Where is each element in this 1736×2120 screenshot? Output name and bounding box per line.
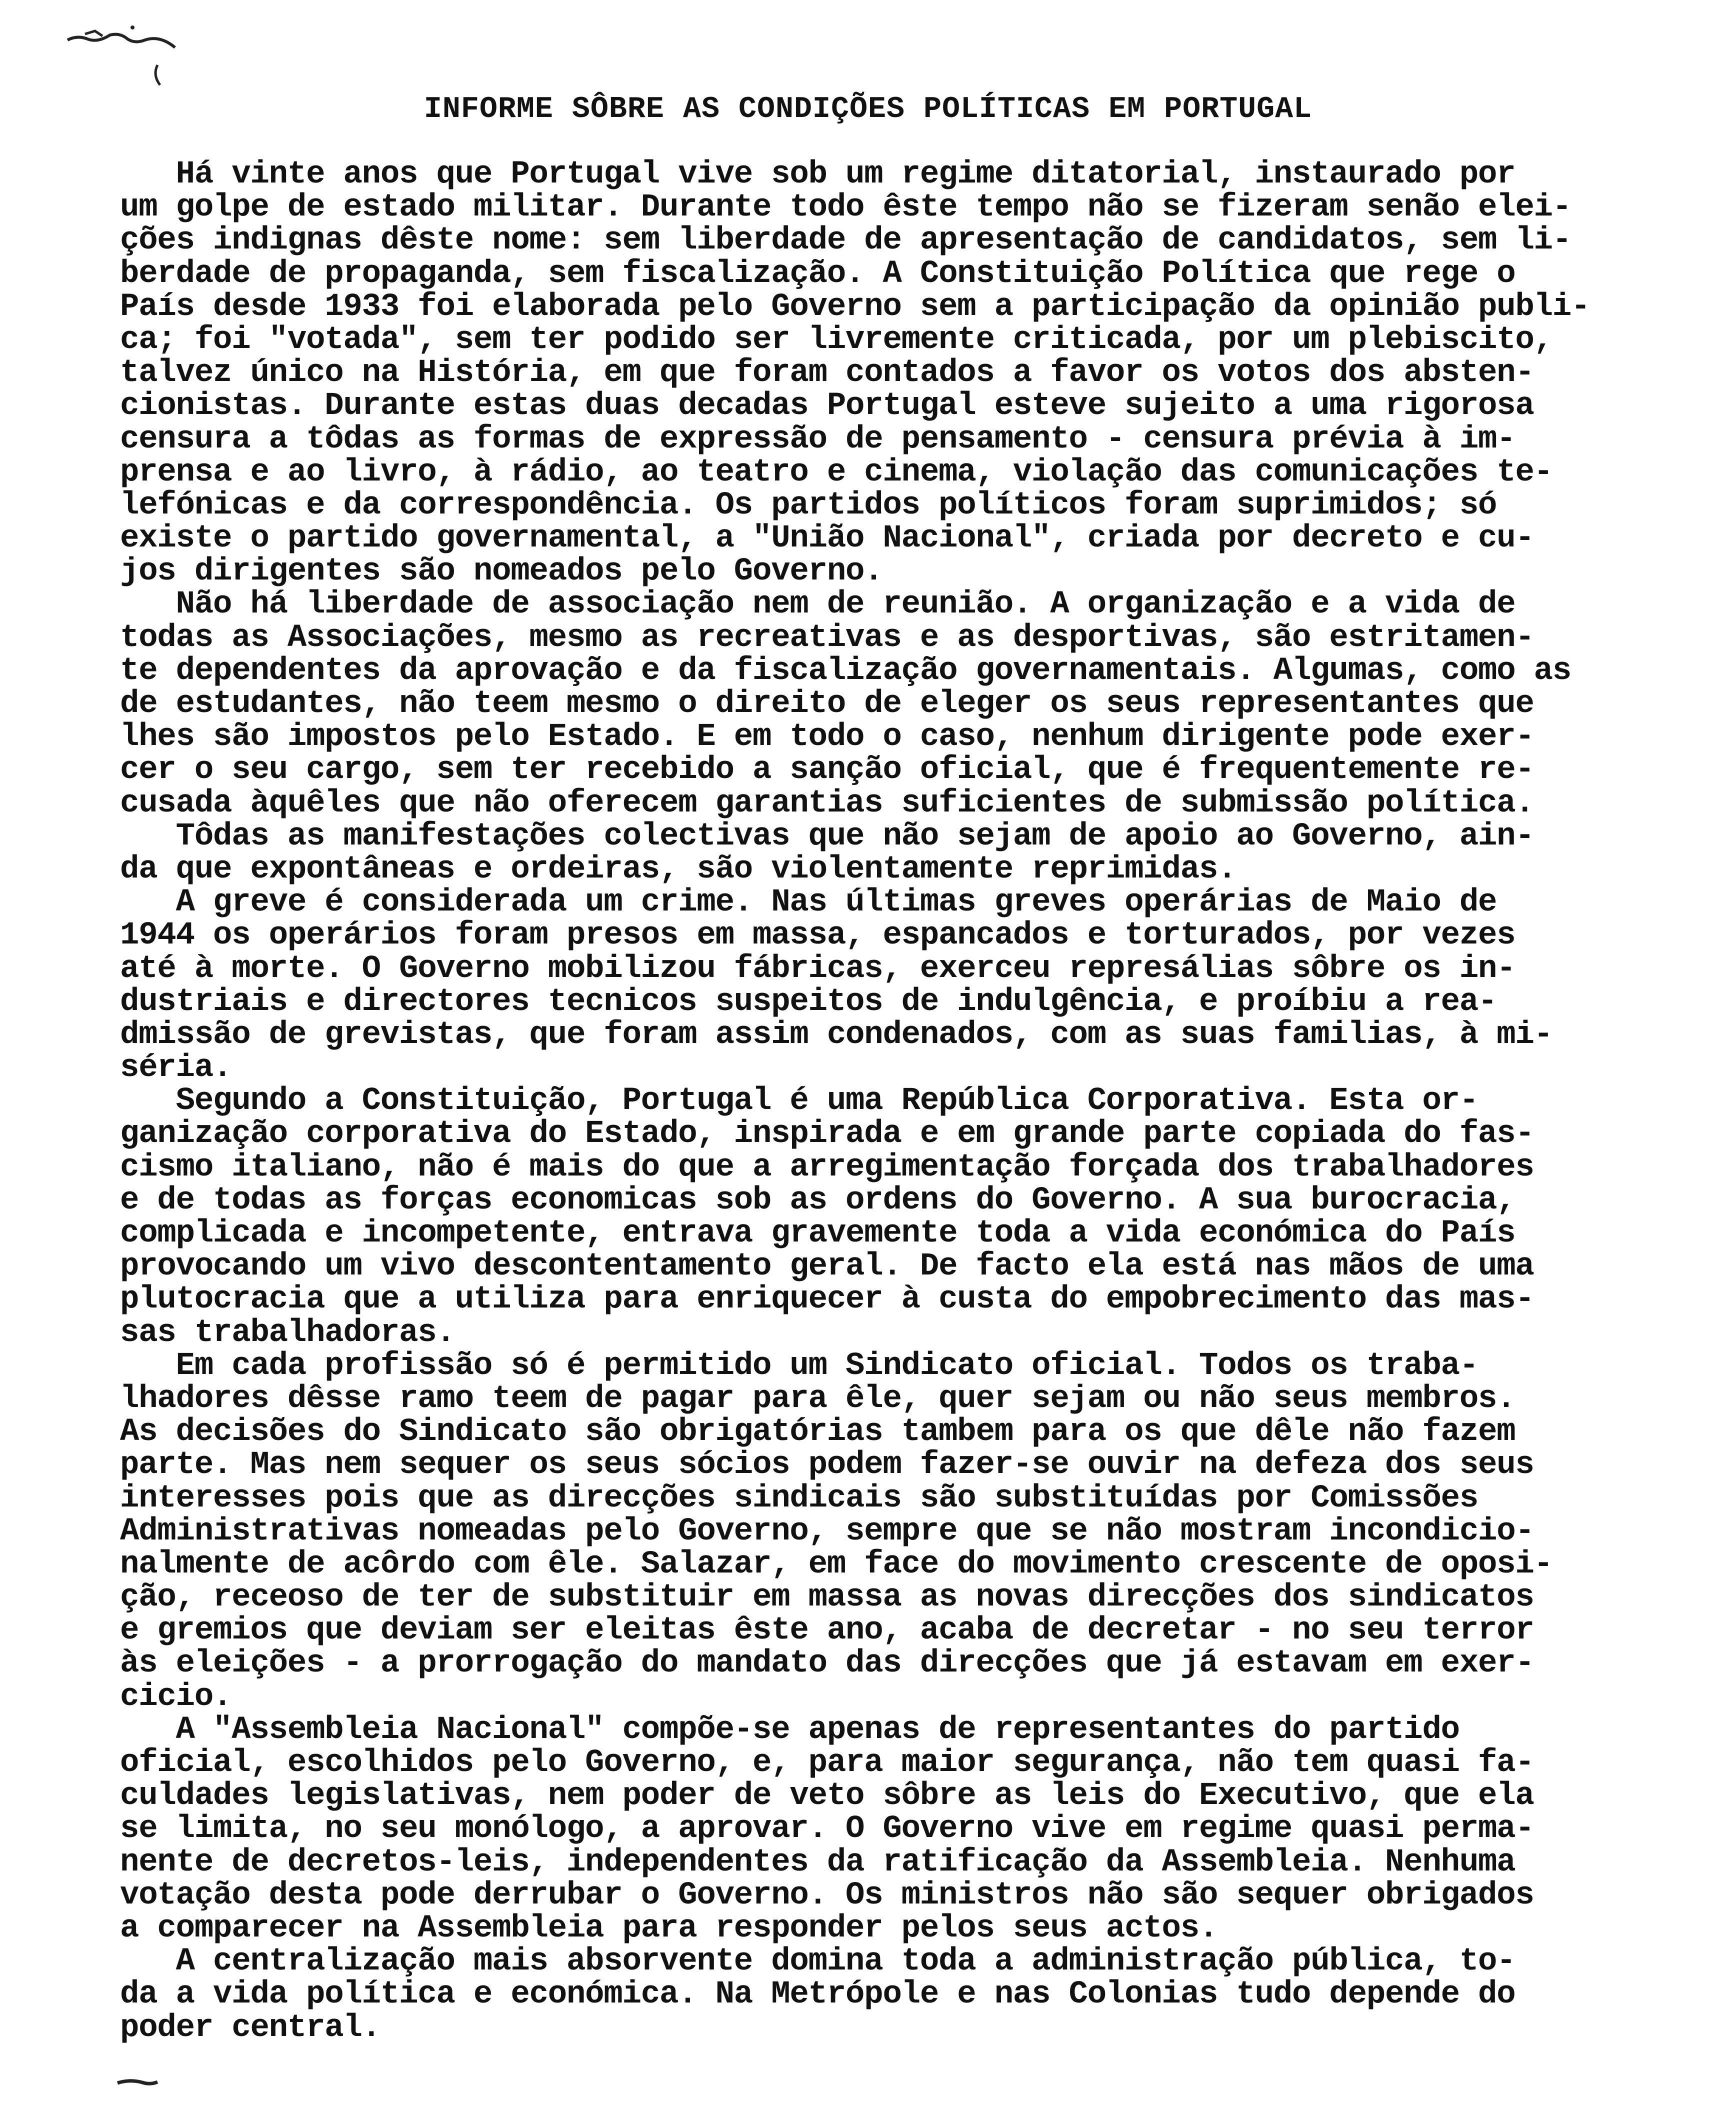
text-line: nente de decretos-leis, independentes da ratificação da Assembleia. Nenhuma xyxy=(120,1844,1516,1880)
text-line: Segundo a Constituição, Portugal é uma República Corporativa. Esta or- xyxy=(120,1083,1478,1120)
text-line: 1944 os operários foram presos em massa, espancados e torturados, por vezes xyxy=(120,918,1516,954)
text-line: A centralização mais absorvente domina toda a administração pública, to- xyxy=(120,1944,1516,1980)
text-line: prensa e ao livro, à rádio, ao teatro e cinema, violação das comunicações te- xyxy=(120,454,1552,490)
text-line: A "Assembleia Nacional" compõe-se apenas de representantes do partido xyxy=(120,1712,1460,1748)
text-line: existe o partido governamental, a "União Nacional", criada por decreto e cu- xyxy=(120,520,1534,557)
text-line: berdade de propaganda, sem fiscalização. A Constituição Política que rege o xyxy=(120,256,1516,292)
text-line: dustriais e directores tecnicos suspeitos de indulgência, e proíbiu a rea- xyxy=(120,984,1497,1020)
text-line: a comparecer na Assembleia para responder pelos seus actos. xyxy=(120,1910,1218,1946)
text-line: censura a tôdas as formas de expressão de pensamento - censura prévia à im- xyxy=(120,421,1516,458)
document-title: INFORME SÔBRE AS CONDIÇÕES POLÍTICAS EM PORTUGAL xyxy=(424,92,1312,126)
text-line: cusada àquêles que não oferecem garantias suficientes de submissão política. xyxy=(120,785,1534,822)
text-line: se limita, no seu monólogo, a aprovar. O Governo vive em regime quasi perma- xyxy=(120,1811,1534,1848)
text-line: complicada e incompetente, entrava gravemente toda a vida económica do País xyxy=(120,1216,1516,1252)
text-line: às eleições - a prorrogação do mandato das direcções que já estavam em exer- xyxy=(120,1646,1534,1682)
text-line: culdades legislativas, nem poder de veto sôbre as leis do Executivo, que ela xyxy=(120,1778,1534,1814)
text-line: Não há liberdade de associação nem de reunião. A organização e a vida de xyxy=(120,586,1516,623)
text-line: poder central. xyxy=(120,2010,380,2046)
text-line: ções indignas dêste nome: sem liberdade de apresentação de candidatos, sem li- xyxy=(120,222,1572,259)
text-line: séria. xyxy=(120,1050,232,1086)
text-line: da que expontâneas e ordeiras, são violentamente reprimidas. xyxy=(120,851,1236,888)
text-line: votação desta pode derrubar o Governo. Os ministros não são sequer obrigados xyxy=(120,1877,1534,1914)
text-line: Há vinte anos que Portugal vive sob um regime ditatorial, instaurado por xyxy=(120,156,1516,192)
text-line: dmissão de grevistas, que foram assim condenados, com as suas familias, à mi- xyxy=(120,1016,1552,1053)
text-line: ganização corporativa do Estado, inspirada e em grande parte copiada do fas- xyxy=(120,1116,1534,1152)
text-line: parte. Mas nem sequer os seus sócios podem fazer-se ouvir na defeza dos seus xyxy=(120,1447,1534,1484)
text-line: Em cada profissão só é permitido um Sindicato oficial. Todos os traba- xyxy=(120,1348,1478,1384)
text-line: e de todas as forças economicas sob as ordens do Governo. A sua burocracia, xyxy=(120,1182,1516,1218)
text-line: todas as Associações, mesmo as recreativas e as desportivas, são estritamen- xyxy=(120,620,1534,656)
ink-scribble-mark xyxy=(65,20,180,95)
text-line: Administrativas nomeadas pelo Governo, sempre que se não mostram incondicio- xyxy=(120,1513,1534,1550)
text-line: jos dirigentes são nomeados pelo Governo. xyxy=(120,554,883,590)
text-line: interesses pois que as direcções sindicais são substituídas por Comissões xyxy=(120,1480,1478,1516)
text-line: ção, receoso de ter de substituir em massa as novas direcções dos sindicatos xyxy=(120,1580,1534,1616)
text-line: País desde 1933 foi elaborada pelo Governo sem a participação da opinião publi- xyxy=(120,288,1590,325)
text-line: te dependentes da aprovação e da fiscalização governamentais. Algumas, como as xyxy=(120,652,1572,689)
text-line: oficial, escolhidos pelo Governo, e, para maior segurança, não tem quasi fa- xyxy=(120,1745,1534,1781)
text-line: cer o seu cargo, sem ter recebido a sanção oficial, que é frequentemente re- xyxy=(120,752,1534,788)
text-line: provocando um vivo descontentamento geral. De facto ela está nas mãos de uma xyxy=(120,1248,1534,1285)
text-line: sas trabalhadoras. xyxy=(120,1314,455,1351)
text-line: até à morte. O Governo mobilizou fábricas, exerceu represálias sôbre os in- xyxy=(120,950,1516,987)
text-line: Tôdas as manifestações colectivas que não sejam de apoio ao Governo, ain- xyxy=(120,818,1534,854)
text-line: talvez único na História, em que foram contados a favor os votos dos absten- xyxy=(120,355,1534,392)
text-line: lefónicas e da correspondência. Os partidos políticos foram suprimidos; só xyxy=(120,487,1497,524)
text-line: cicio. xyxy=(120,1678,232,1715)
text-line: da a vida política e económica. Na Metrópole e nas Colonias tudo depende do xyxy=(120,1976,1516,2013)
text-line: ca; foi "votada", sem ter podido ser livremente criticada, por um plebiscito, xyxy=(120,322,1552,358)
text-line: A greve é considerada um crime. Nas últimas greves operárias de Maio de xyxy=(120,884,1497,921)
text-line: nalmente de acôrdo com êle. Salazar, em face do movimento crescente de oposi- xyxy=(120,1546,1552,1582)
text-line: lhadores dêsse ramo teem de pagar para êle, quer sejam ou não seus membros. xyxy=(120,1380,1516,1417)
text-line: plutocracia que a utiliza para enriquecer à custa do empobrecimento das mas- xyxy=(120,1282,1534,1318)
text-line: As decisões do Sindicato são obrigatórias tambem para os que dêle não fazem xyxy=(120,1414,1516,1450)
text-line: cismo italiano, não é mais do que a arregimentação forçada dos trabalhadores xyxy=(120,1149,1534,1186)
text-line: um golpe de estado militar. Durante todo êste tempo não se fizeram senão elei- xyxy=(120,190,1572,226)
text-line: cionistas. Durante estas duas decadas Portugal esteve sujeito a uma rigorosa xyxy=(120,388,1534,424)
text-line: e gremios que deviam ser eleitas êste ano, acaba de decretar - no seu terror xyxy=(120,1612,1534,1649)
text-line: de estudantes, não teem mesmo o direito de eleger os seus representantes que xyxy=(120,686,1534,722)
text-line: lhes são impostos pelo Estado. E em todo o caso, nenhum dirigente pode exer- xyxy=(120,719,1534,756)
document-body xyxy=(120,158,1680,2044)
ink-dash-mark xyxy=(115,2075,160,2090)
